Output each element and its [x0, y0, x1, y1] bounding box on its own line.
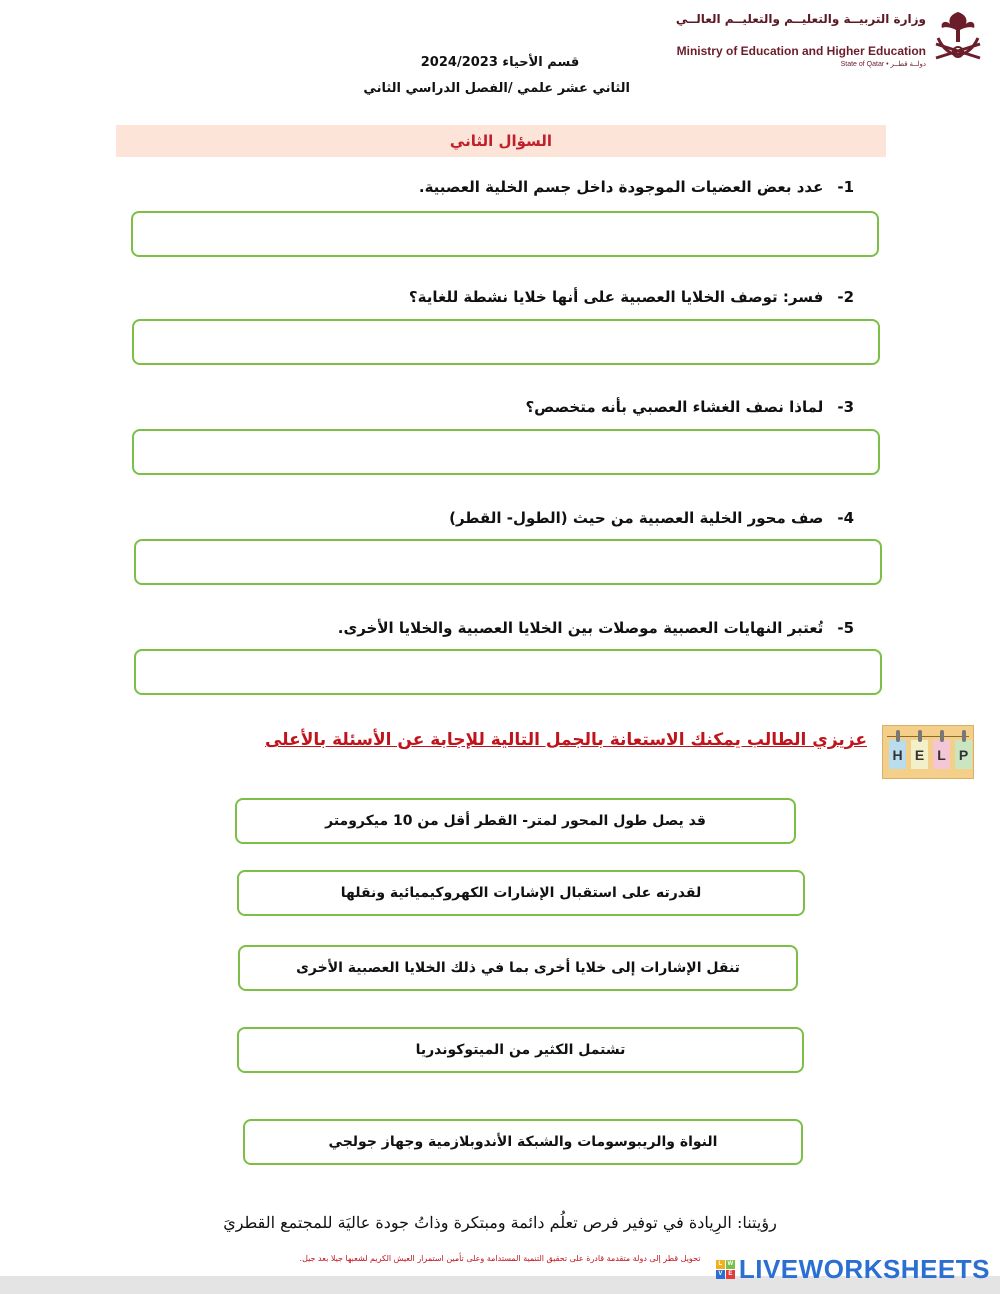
hint-text: النواة والريبوسومات والشبكة الأندوبلازمية وجهاز جولجي: [328, 1134, 718, 1150]
vision-statement: رؤيتنا: الرِيادة في توفير فرص تعلُم دائمة ومبتكرة وذاتُ جودة عاليَة للمجتمع القطريَ: [223, 1213, 777, 1232]
ministry-name-ar: وزارة التربيــة والتعليــم والتعليــم العالــي: [675, 12, 926, 26]
answer-box-1[interactable]: [131, 211, 879, 257]
clip-icon: [940, 730, 944, 742]
question-4: [449, 509, 854, 527]
help-banner: [882, 725, 974, 779]
qatar-emblem-icon: [930, 8, 986, 70]
question-3: [525, 398, 854, 416]
hint-text: قد يصل طول المحور لمتر- القطر أقل من 10 ميكرومتر: [325, 813, 706, 829]
answer-box-4[interactable]: [134, 539, 882, 585]
question-number: 4-: [837, 509, 854, 527]
question-1: [419, 178, 854, 196]
liveworksheets-blocks-icon: L W V E: [716, 1260, 735, 1279]
question-number: 5-: [837, 619, 854, 637]
section-title: السؤال الثاني: [449, 132, 553, 150]
section-title-bar: [116, 125, 886, 157]
question-text: فسر: توصف الخلايا العصبية على أنها خلايا نشطة للغاية؟: [408, 288, 824, 306]
hint-box-2[interactable]: [237, 870, 805, 916]
question-text: عدد بعض العضيات الموجودة داخل جسم الخلية العصبية.: [418, 178, 824, 196]
clip-icon: [896, 730, 900, 742]
clip-icon: [918, 730, 922, 742]
liveworksheets-logo[interactable]: [716, 1252, 990, 1286]
hint-box-5[interactable]: [243, 1119, 803, 1165]
answer-box-3[interactable]: [132, 429, 880, 475]
liveworksheets-wordmark: LIVEWORKSHEETS: [738, 1253, 990, 1284]
help-title: عزيزي الطالب يمكنك الاستعانة بالجمل التالية للإجابة عن الأسئلة بالأعلى: [264, 730, 867, 750]
hint-box-1[interactable]: [235, 798, 796, 844]
answer-box-2[interactable]: [132, 319, 880, 365]
department-line: قسم الأحياء 2024/2023: [420, 55, 580, 70]
ministry-logo: [675, 8, 986, 70]
state-line: State of Qatar • دولــة قطــر: [840, 61, 926, 68]
question-number: 1-: [837, 178, 854, 196]
grade-term-line: الثاني عشر علمي /الفصل الدراسي الثاني: [363, 81, 630, 96]
hint-text: لقدرته على استقبال الإشارات الكهروكيميائية ونقلها: [340, 885, 702, 901]
question-number: 3-: [837, 398, 854, 416]
question-text: صف محور الخلية العصبية من حيث (الطول- القطر): [449, 509, 824, 527]
question-number: 2-: [837, 288, 854, 306]
question-text: تُعتبر النهايات العصبية موصلات بين الخلايا العصبية والخلايا الأخرى.: [337, 619, 824, 637]
mission-statement: تحويل قطر إلى دولة متقدمة قادرة على تحقيق التنمية المستدامة وعلى تأمين استمرار العيش الكريم لشعبها جيلا بعد جيل.: [299, 1254, 701, 1263]
hint-text: تشتمل الكثير من الميتوكوندريا: [415, 1042, 626, 1058]
clip-icon: [962, 730, 966, 742]
ministry-name-en: Ministry of Education and Higher Education: [676, 44, 926, 58]
question-2: [409, 288, 854, 306]
hint-box-4[interactable]: [237, 1027, 804, 1073]
help-card-e: E: [911, 740, 928, 769]
help-card-l: L: [933, 740, 950, 769]
help-card-p: P: [955, 740, 972, 769]
answer-box-5[interactable]: [134, 649, 882, 695]
question-text: لماذا نصف الغشاء العصبي بأنه متخصص؟: [525, 398, 824, 416]
question-5: [338, 619, 854, 637]
help-card-h: H: [889, 740, 906, 769]
hint-text: تنقل الإشارات إلى خلايا أخرى بما في ذلك الخلايا العصبية الأخرى: [296, 960, 740, 976]
hint-box-3[interactable]: [238, 945, 798, 991]
